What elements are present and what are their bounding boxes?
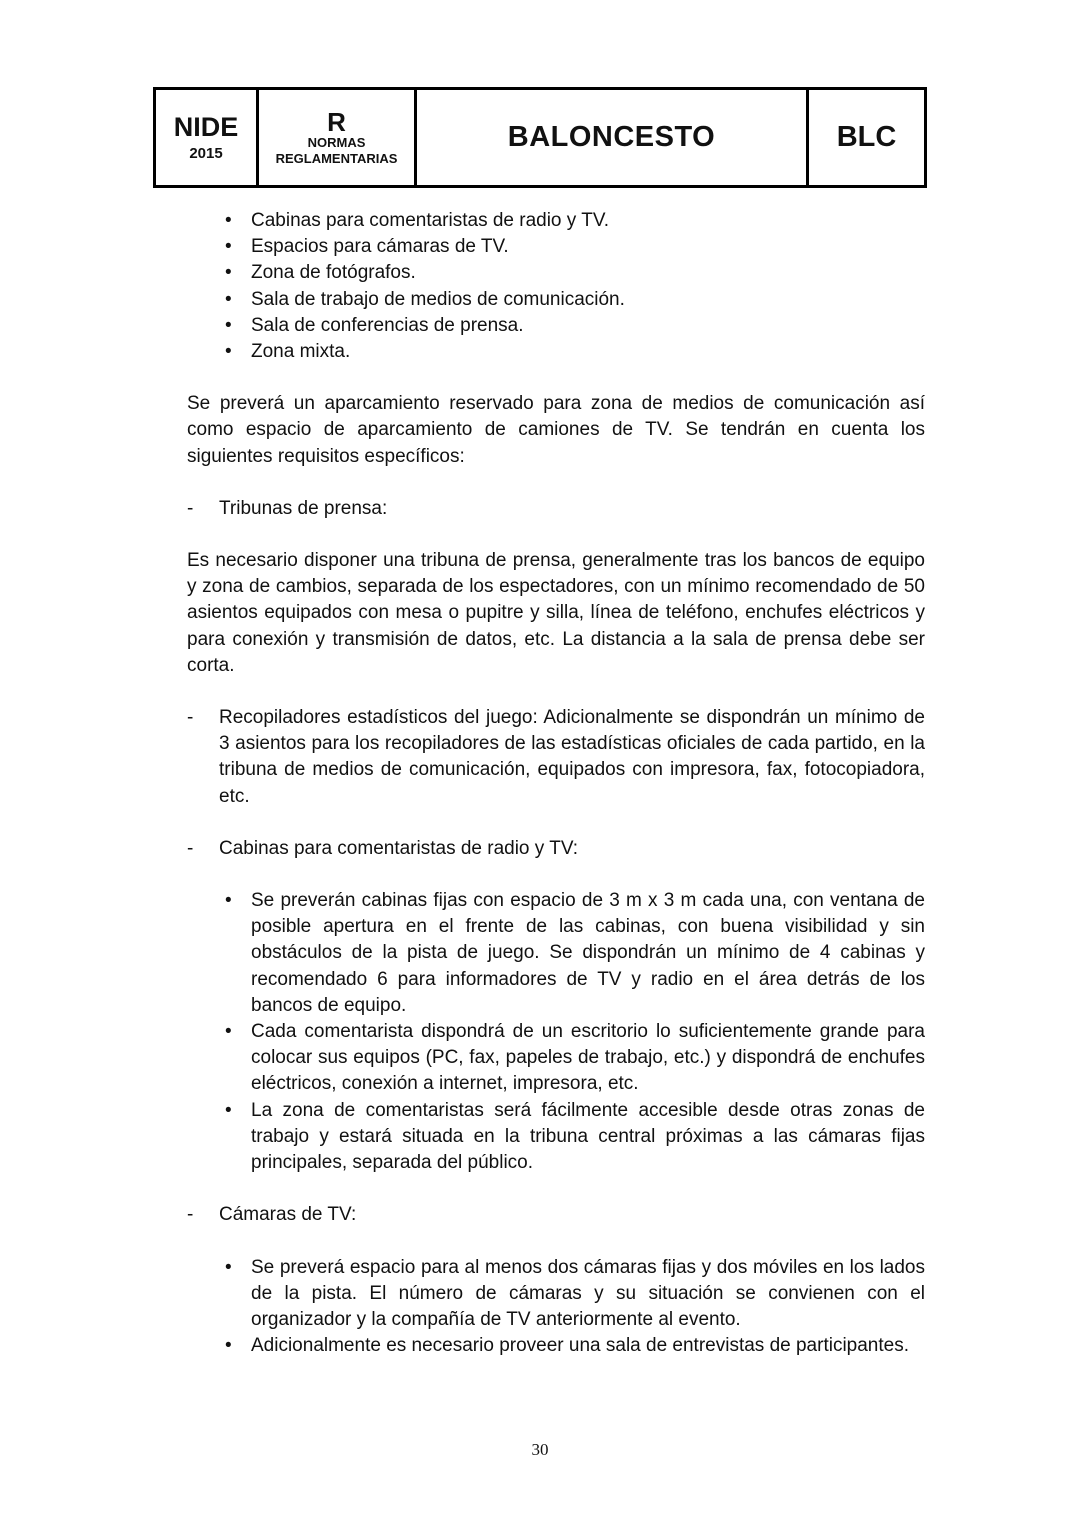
- list-item: • Se preverán cabinas fijas con espacio de 3 m x 3 m cada una, con ventana de posible apertura en el frente de las cabinas, con buena visibilidad y sin obstáculos de la pista de juego. Se dispondrán un mínimo de 4 cabinas y recomendado 6 para informadores de TV y radio en el área detrás de los bancos de equipo.: [251, 888, 925, 1019]
- section-heading: Cabinas para comentaristas de radio y TV:: [219, 837, 579, 859]
- reglamentarias-label: REGLAMENTARIAS: [275, 150, 398, 166]
- list-item: • Se preverá espacio para al menos dos cámaras fijas y dos móviles en los lados de la pista. El número de cámaras y su situación se convienen con el organizador y la compañía de TV anteriormente al evento.: [251, 1255, 925, 1334]
- list-item: • Espacios para cámaras de TV.: [187, 234, 925, 260]
- year-label: 2015: [189, 144, 223, 162]
- section-tribunas-heading: [187, 496, 925, 522]
- nide-label: NIDE: [173, 111, 239, 142]
- page-number: 30: [531, 1440, 549, 1459]
- page-body: [187, 208, 925, 1359]
- dash-marker: -: [187, 837, 194, 859]
- parking-paragraph: Se preverá un aparcamiento reservado para zona de medios de comunicación así como espacio de aparcamiento de camiones de TV. Se tendrán en cuenta los siguientes requisitos específicos:: [187, 393, 925, 467]
- list-item: • Cada comentarista dispondrá de un escritorio lo suficientemente grande para colocar sus equipos (PC, fax, papeles de trabajo, etc.) y dispondrá de enchufes eléctricos, conexión a internet, impresora, etc.: [251, 1019, 925, 1098]
- section-camaras-heading: [187, 1202, 925, 1228]
- document-header: [153, 87, 927, 188]
- document-code: BLC: [836, 121, 897, 153]
- dash-marker: -: [187, 497, 194, 519]
- camaras-list: [187, 1255, 925, 1360]
- media-areas-list: [187, 208, 925, 365]
- dash-marker: -: [187, 707, 194, 729]
- list-item: • Sala de conferencias de prensa.: [187, 313, 925, 339]
- section-recopiladores: [187, 705, 925, 810]
- header-code-cell: [809, 90, 924, 185]
- section-cabinas-heading: [187, 836, 925, 862]
- list-item: • Cabinas para comentaristas de radio y TV.: [187, 208, 925, 234]
- section-heading: Cámaras de TV:: [219, 1204, 357, 1226]
- section-body: Recopiladores estadísticos del juego: Adicionalmente se dispondrán un mínimo de 3 asientos para los recopiladores de las estadísticas oficiales de cada partido, en la tribuna de medios de comunicación, equipados con impresora, fax, fotocopiadora, etc.: [219, 707, 925, 807]
- dash-marker: -: [187, 1204, 194, 1226]
- list-item: • Zona de fotógrafos.: [187, 260, 925, 286]
- list-item: • Zona mixta.: [187, 339, 925, 365]
- list-item: • Sala de trabajo de medios de comunicación.: [187, 287, 925, 313]
- list-item: • La zona de comentaristas será fácilmente accesible desde otras zonas de trabajo y estará situada en la tribuna central próximas a las cámaras fijas principales, separada del público.: [251, 1098, 925, 1177]
- tribunas-paragraph: Es necesario disponer una tribuna de prensa, generalmente tras los bancos de equipo y zona de cambios, separada de los espectadores, con un mínimo recomendado de 50 asientos equipados con mesa o pupitre y silla, línea de teléfono, enchufes eléctricos y para conexión y transmisión de datos, etc. La distancia a la sala de prensa debe ser corta.: [187, 550, 925, 676]
- r-label: R: [327, 106, 346, 137]
- cabinas-list: [187, 888, 925, 1176]
- header-normas-cell: [259, 90, 417, 185]
- section-heading: Tribunas de prensa:: [219, 497, 388, 519]
- header-title-cell: [417, 90, 809, 185]
- normas-label: NORMAS: [307, 134, 366, 150]
- document-title: BALONCESTO: [507, 121, 716, 153]
- list-item: • Adicionalmente es necesario proveer una sala de entrevistas de participantes.: [251, 1333, 925, 1359]
- header-nide-cell: [156, 90, 259, 185]
